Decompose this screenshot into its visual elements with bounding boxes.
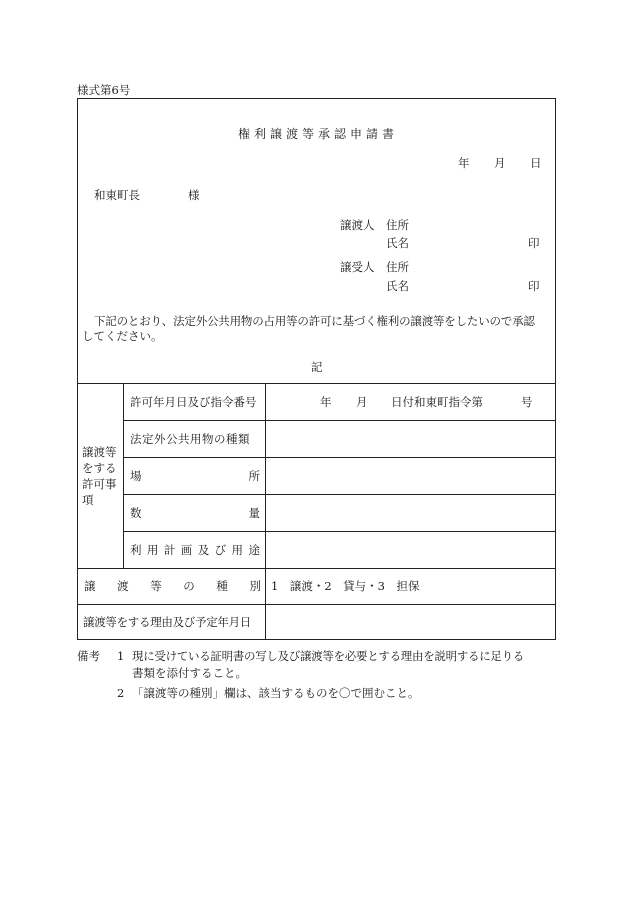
permit-number-suffix: 号 (521, 395, 533, 409)
form-title: 権利譲渡等承認申請書 (238, 127, 399, 141)
ki-label: 記 (311, 360, 323, 374)
transferee-role: 譲受人 (340, 260, 375, 274)
transferee-name-label: 氏名 (386, 279, 409, 293)
transferee-seal: 印 (528, 279, 540, 293)
row-divider (123, 420, 556, 421)
permit-month-label: 月 (356, 395, 368, 409)
note-2-number: 2 (117, 686, 125, 700)
note-2-line-1: 「譲渡等の種別」欄は、該当するものを〇で囲むこと。 (132, 686, 420, 700)
note-1-number: 1 (117, 649, 125, 663)
group-column-divider (123, 383, 124, 568)
transferor-name-label: 氏名 (386, 236, 409, 250)
transferee-address-label: 住所 (386, 260, 409, 274)
quantity-label: 数 量 (130, 506, 260, 520)
row-divider (77, 604, 556, 605)
notes-heading: 備考 (77, 649, 100, 663)
row-divider (123, 494, 556, 495)
body-text-line-1: 下記のとおり、法定外公共用物の占用等の許可に基づく権利の譲渡等をしたいので承認 (94, 314, 535, 328)
row-divider (123, 457, 556, 458)
date-month-label: 月 (494, 156, 506, 170)
row-divider (123, 531, 556, 532)
addressee-name: 和東町長 (94, 188, 140, 202)
note-1-line-1: 現に受けている証明書の写し及び譲渡等を必要とする理由を説明するに足りる (132, 649, 524, 663)
addressee-honorific: 様 (188, 188, 200, 202)
place-label: 場 所 (130, 469, 260, 483)
transferor-seal: 印 (528, 236, 540, 250)
usage-plan-label: 利 用 計 画 及 び 用 途 (130, 543, 260, 557)
public-property-kind-label: 法定外公共用物の種類 (130, 432, 250, 446)
table-top-border (77, 383, 556, 384)
date-year-label: 年 (458, 156, 470, 170)
permit-directive-label: 日付和東町指令第 (391, 395, 483, 409)
permit-date-label: 許可年月日及び指令番号 (130, 395, 257, 409)
transfer-type-label: 譲 渡 等 の 種 別 (84, 579, 261, 593)
reason-and-date-label: 譲渡等をする理由及び予定年月日 (83, 615, 251, 629)
note-1-line-2: 書類を添付すること。 (132, 666, 247, 680)
permit-group-label: 譲渡等 をする 許可事 項 (82, 445, 117, 507)
body-text-line-2: してください。 (82, 329, 163, 343)
transferor-address-label: 住所 (386, 218, 409, 232)
form-number: 様式第6号 (77, 83, 131, 97)
date-day-label: 日 (530, 156, 542, 170)
row-divider (77, 568, 556, 569)
transferor-role: 譲渡人 (340, 218, 375, 232)
permit-year-label: 年 (320, 395, 332, 409)
transfer-type-options: 1 譲渡・2 貸与・3 担保 (271, 579, 420, 593)
label-column-divider (265, 383, 266, 640)
